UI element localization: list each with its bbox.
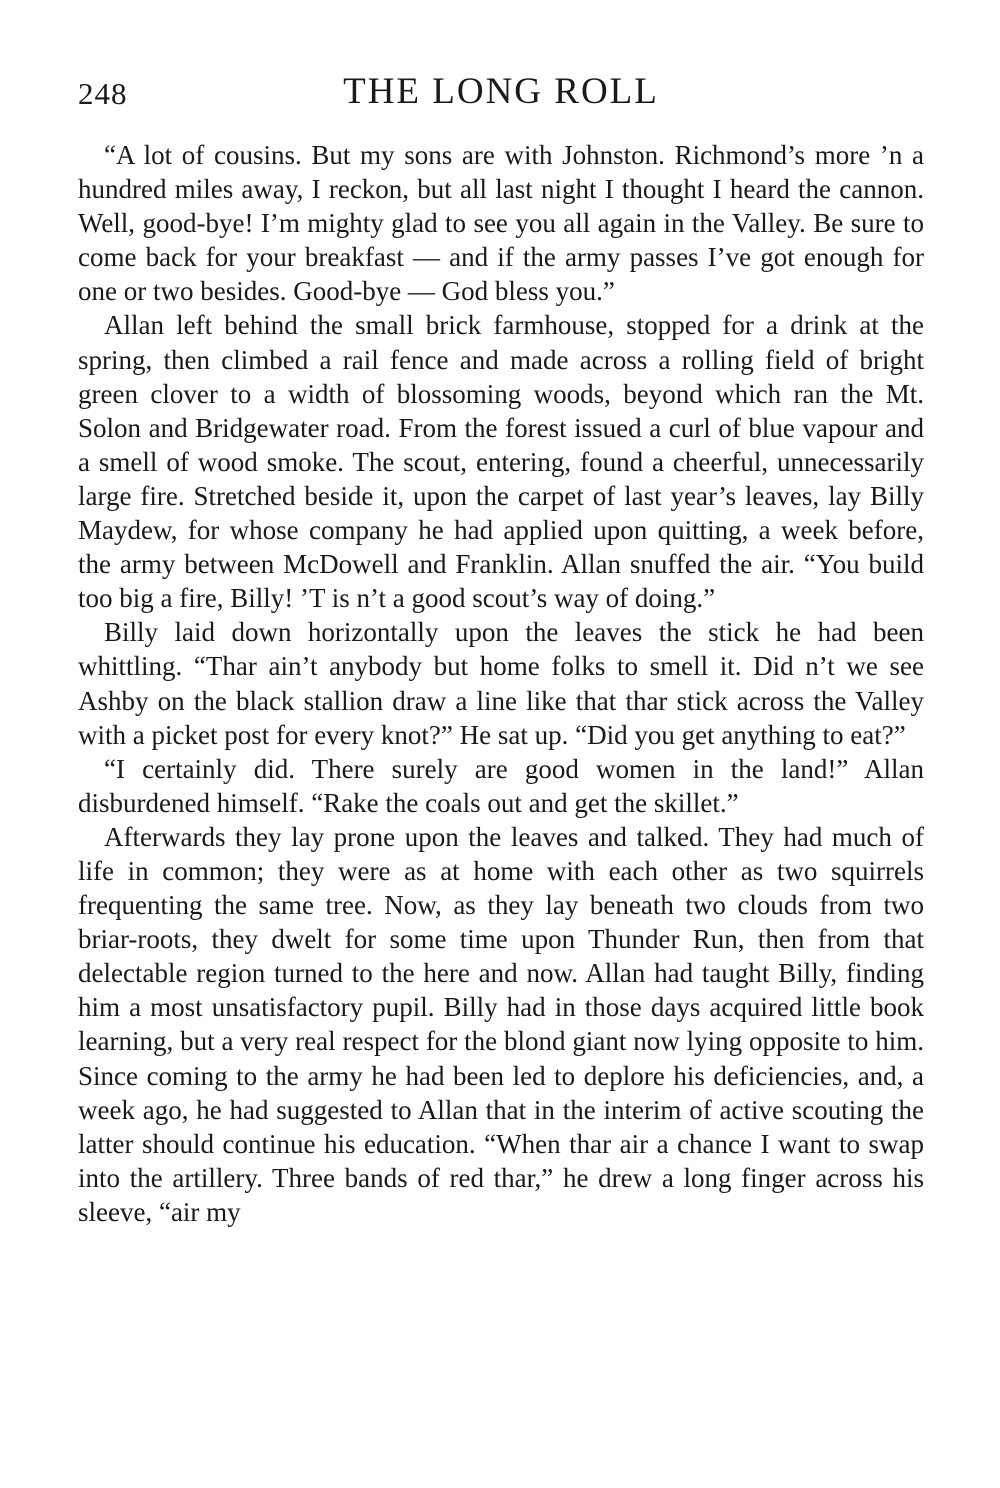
running-title: THE LONG ROLL (343, 71, 659, 112)
paragraph: Billy laid down horizontally upon the leaves the stick he had been whittling. “Thar ain’t anybody but home folks to smell it. Did n’t we see Ashby on the black stallion draw a line like that thar stick across the Valley with a picket post for every knot?” He sat up. “Did you get anything to eat?” (78, 617, 924, 750)
body-text (78, 138, 924, 1229)
paragraph: Allan left behind the small brick farmhouse, stopped for a drink at the spring, then climbed a rail fence and made across a rolling field of bright green clover to a width of blossoming woods, beyond which ran the Mt. Solon and Bridgewater road. From the forest issued a curl of blue vapour and a smell of wood smoke. The scout, entering, found a cheerful, unnecessarily large fire. Stretched beside it, upon the carpet of last year’s leaves, lay Billy Maydew, for whose company he had applied upon quitting, a week before, the army between McDowell and Franklin. Allan snuffed the air. “You build too big a fire, Billy! ’T is n’t a good scout’s way of doing.” (78, 310, 924, 614)
page-number: 248 (78, 76, 128, 111)
page-header (78, 70, 924, 122)
book-page (78, 70, 924, 1229)
paragraph: Afterwards they lay prone upon the leaves and talked. They had much of life in common; they were as at home with each other as two squirrels frequenting the same tree. Now, as they lay beneath two clouds from two briar-roots, they dwelt for some time upon Thunder Run, then from that delectable region turned to the here and now. Allan had taught Billy, finding him a most unsatisfactory pupil. Billy had in those days acquired little book learning, but a very real respect for the blond giant now lying opposite to him. Since coming to the army he had been led to deplore his deficiencies, and, a week ago, he had suggested to Allan that in the interim of active scouting the latter should continue his education. “When thar air a chance I want to swap into the artillery. Three bands of red thar,” he drew a long finger across his sleeve, “air my (78, 821, 924, 1227)
paragraph: “I certainly did. There surely are good women in the land!” Allan disburdened himself. “Rake the coals out and get the skillet.” (78, 753, 924, 818)
paragraph: “A lot of cousins. But my sons are with Johnston. Richmond’s more ’n a hundred miles away, I reckon, but all last night I thought I heard the cannon. Well, good-bye! I’m mighty glad to see you all again in the Valley. Be sure to come back for your breakfast — and if the army passes I’ve got enough for one or two besides. Good-bye — God bless you.” (78, 140, 924, 307)
